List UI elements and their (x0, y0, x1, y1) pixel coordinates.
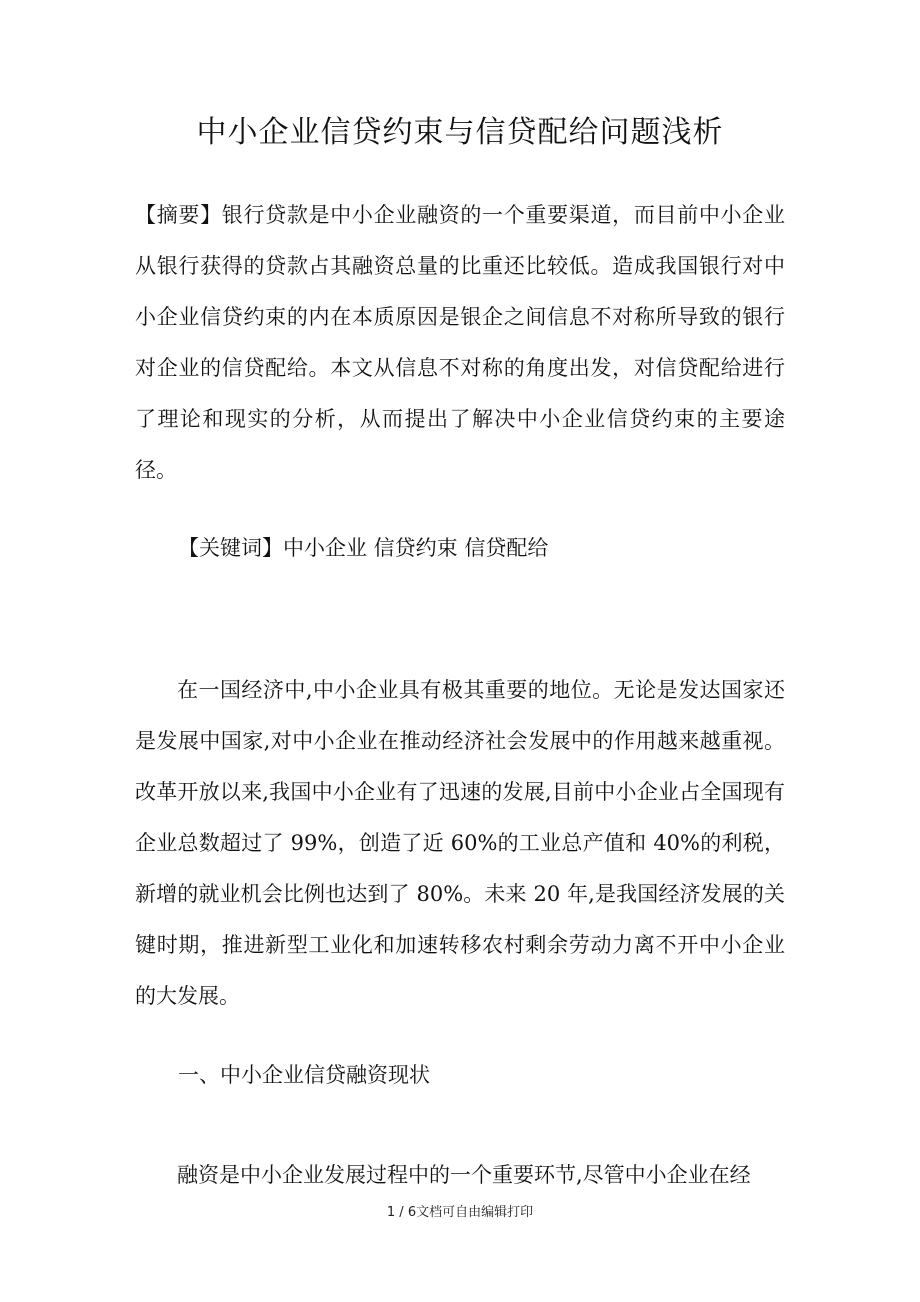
abstract-paragraph: 【摘要】银行贷款是中小企业融资的一个重要渠道，而目前中小企业从银行获得的贷款占其融资总量的比重还比较低。造成我国银行对中小企业信贷约束的内在本质原因是银企之间信息不对称所导致的银行对企业的信贷配给。本文从信息不对称的角度出发，对信贷配给进行了理论和现实的分析，从而提出了解决中小企业信贷约束的主要途径。 (135, 203, 785, 482)
intro-paragraph: 在一国经济中,中小企业具有极其重要的地位。无论是发达国家还是发展中国家,对中小企业在推动经济社会发展中的作用越来越重视。改革开放以来,我国中小企业有了迅速的发展,目前中小企业占全国现有企业总数超过了 99%，创造了近 60%的工业总产值和 40%的利税，新增的就业机会比例也达到了 80%。未来 20 年,是我国经济发展的关键时期，推进新型工业化和加速转移农村剩余劳动力离不开中小企业的大发展。 (135, 678, 785, 1008)
document-title: 中小企业信贷约束与信贷配给问题浅析 (196, 115, 724, 150)
body-paragraph: 融资是中小企业发展过程中的一个重要环节,尽管中小企业在经 (177, 1163, 751, 1187)
keywords-line: 【关键词】中小企业 信贷约束 信贷配给 (178, 536, 549, 560)
section-heading: 一、中小企业信贷融资现状 (178, 1063, 430, 1087)
page-footer: 1 / 6文档可自由编辑打印 (386, 1205, 534, 1220)
